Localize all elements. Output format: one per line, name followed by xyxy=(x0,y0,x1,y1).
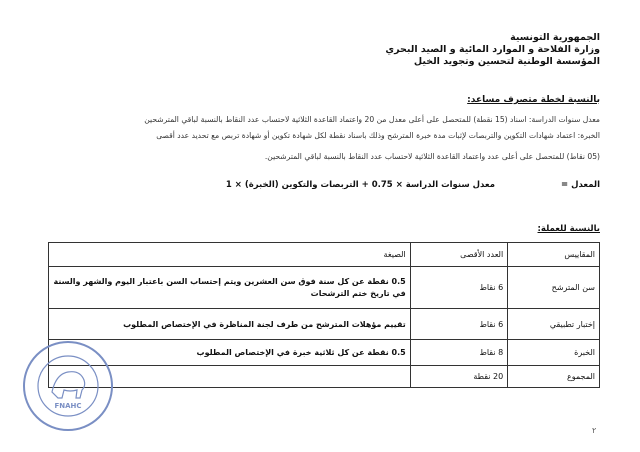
page-number: ٢ xyxy=(592,426,597,435)
letterhead-ministry: وزارة الفلاحة و الموارد المائية و الصيد البحري xyxy=(385,44,600,55)
cell-max: 8 نقاط xyxy=(410,340,508,366)
cell-criterion: سن المترشح xyxy=(508,267,600,309)
table-row xyxy=(49,366,600,388)
paragraph-experience-cont: (05 نقاط) للمتحصل على أعلى عدد واعتماد القاعدة الثلاثية لاحتساب عدد النقاط بالنسبة لباقي المترشحين. xyxy=(264,152,600,161)
institution-stamp xyxy=(22,340,114,432)
table-row xyxy=(49,340,600,366)
cell-max: 20 نقطة xyxy=(410,366,508,388)
section-title-workers: بالنسبة للعملة: xyxy=(537,224,600,234)
cell-formula: تقييم مؤهلات المترشح من طرف لجنة المناظرة في الإختصاص المطلوب xyxy=(49,309,411,340)
cell-criterion: إختبار تطبيقي xyxy=(508,309,600,340)
letterhead-institution: المؤسسة الوطنية لتحسين وتجويد الخيل xyxy=(413,56,600,67)
average-formula: معدل سنوات الدراسة × 0.75 + التربصات والتكوين (الخبرة) × 1 xyxy=(225,180,495,190)
stamp-logo-text: FNAHC xyxy=(54,402,82,410)
cell-criterion: الخبرة xyxy=(508,340,600,366)
letterhead xyxy=(385,32,600,68)
header-criteria: المقاييس xyxy=(508,243,600,267)
cell-formula: 0.5 نقطة عن كل ثلاثية خبرة في الإختصاص المطلوب xyxy=(49,340,411,366)
cell-formula: 0.5 نقطة عن كل سنة فوق سن العشرين ويتم إحتساب السن باعتبار اليوم والشهر والسنة في تاريخ ختم الترشحات xyxy=(49,267,411,309)
header-max-score: العدد الأقصى xyxy=(410,243,508,267)
average-label: المعدل = xyxy=(561,180,600,190)
cell-criterion: المجموع xyxy=(508,366,600,388)
table-row xyxy=(49,267,600,309)
stamp-outer-ring xyxy=(24,342,112,430)
section-title-assistant-administrator: بالنسبة لخطة متصرف مساعد: xyxy=(467,95,600,105)
paragraph-experience: الخبرة: اعتماد شهادات التكوين والتربصات لإثبات مدة خبرة المترشح وذلك باسناد نقطة لكل شهادة تكوين أو شهادة تربص مع تحديد عدد أقصى xyxy=(156,131,600,140)
table-row xyxy=(49,309,600,340)
header-formula: الصيغة xyxy=(49,243,411,267)
cell-max: 6 نقاط xyxy=(410,267,508,309)
cell-max: 6 نقاط xyxy=(410,309,508,340)
criteria-table xyxy=(48,242,600,388)
table-header-row xyxy=(49,243,600,267)
horse-icon xyxy=(52,372,85,398)
paragraph-study-years: معدل سنوات الدراسة: اسناد (15 نقطة) للمتحصل على أعلى معدل من 20 واعتماد القاعدة الثلاثية لاحتساب عدد النقاط بالنسبة لباقي المترشحين xyxy=(144,115,600,124)
letterhead-country: الجمهورية التونسية xyxy=(510,32,600,43)
